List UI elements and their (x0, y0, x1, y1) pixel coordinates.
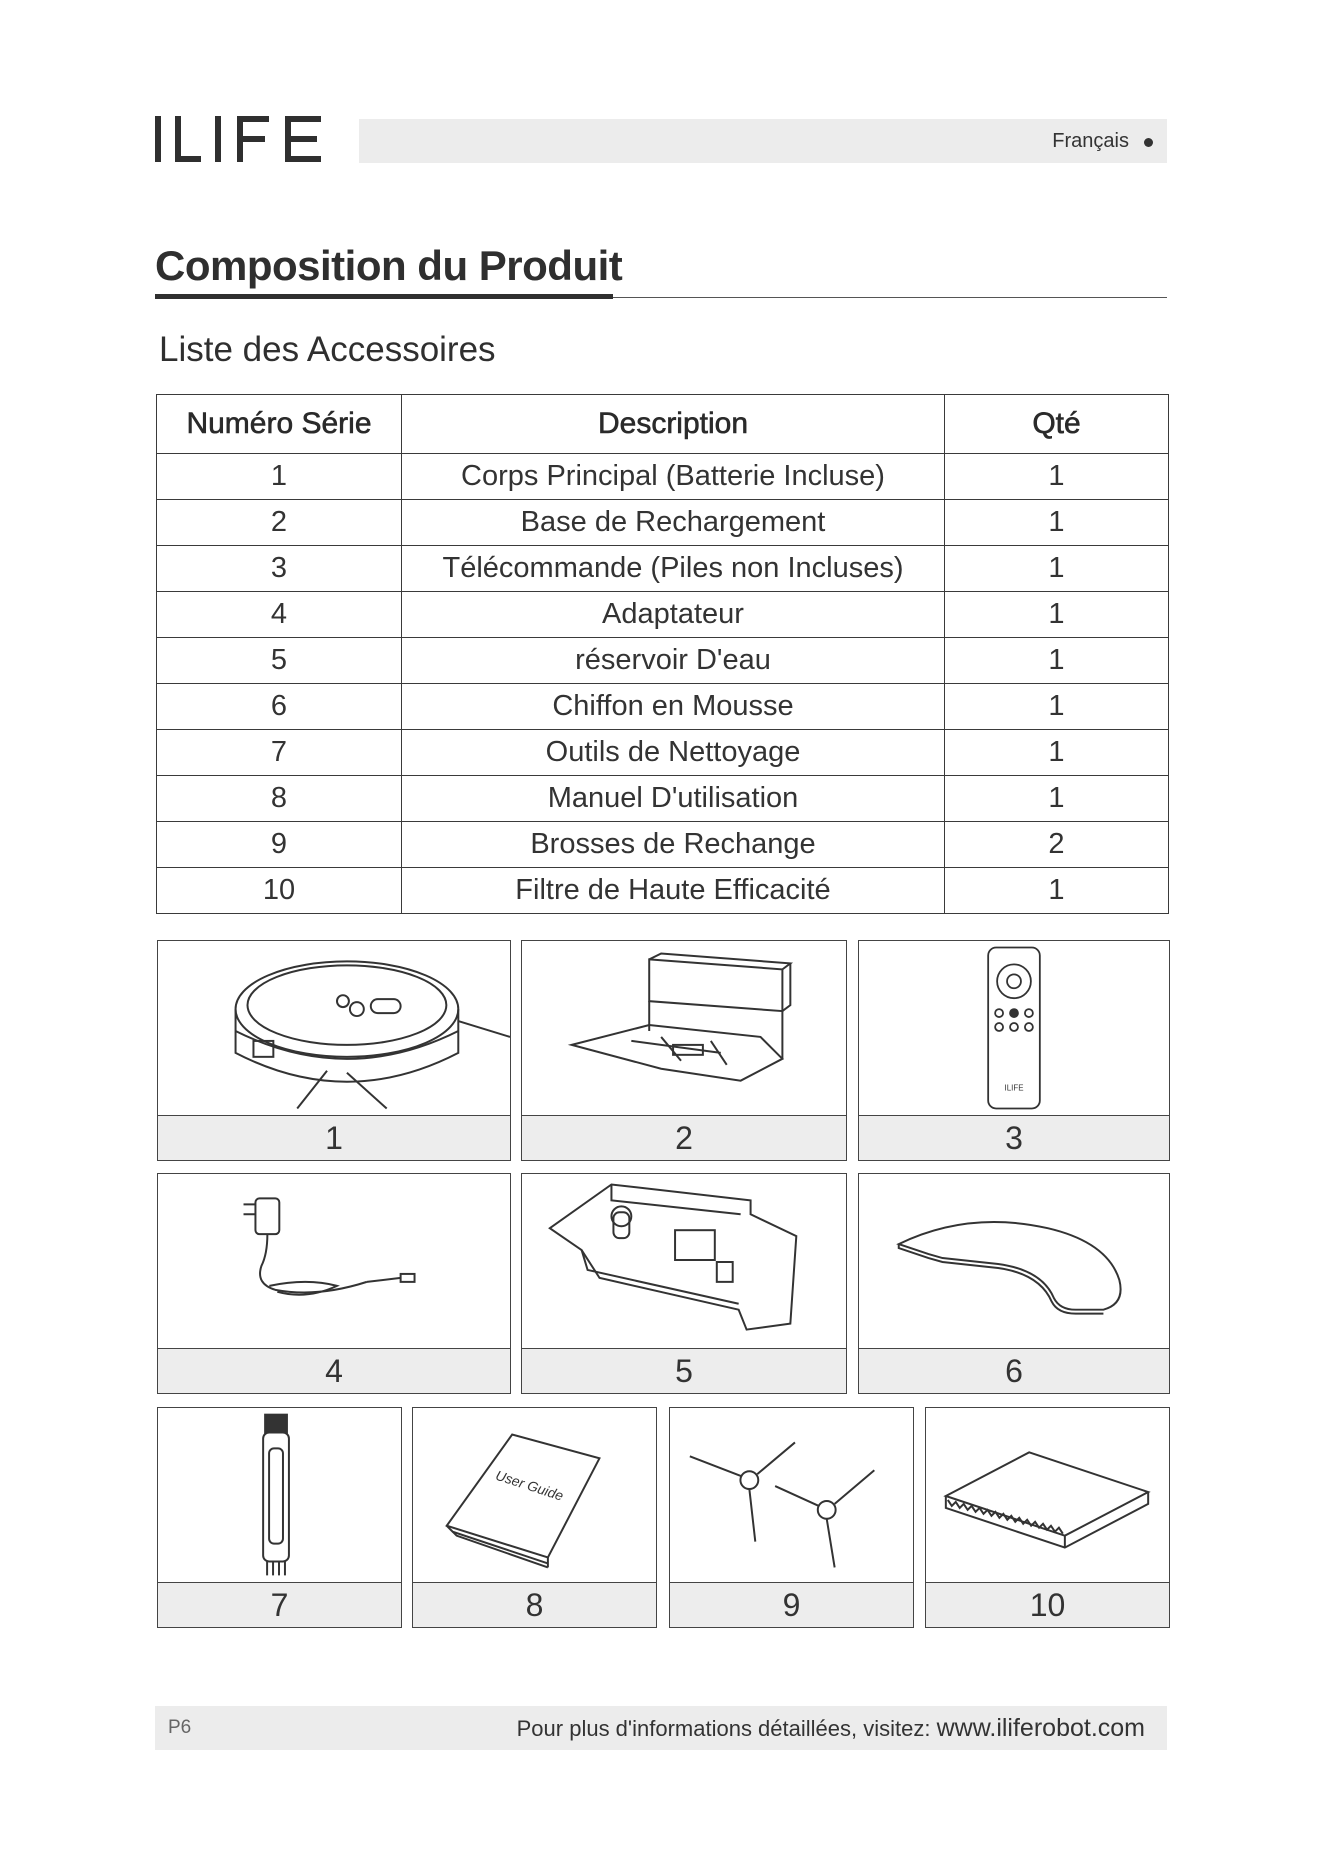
accessory-label: 10 (926, 1582, 1169, 1627)
side-brushes-icon (670, 1408, 913, 1582)
cell-number: 8 (157, 776, 402, 822)
page-number: P6 (168, 1717, 192, 1738)
cell-number: 10 (157, 868, 402, 914)
cell-description: Chiffon en Mousse (402, 684, 945, 730)
accessory-card-7 (157, 1407, 402, 1628)
language-bar (359, 119, 1167, 163)
cell-number: 4 (157, 592, 402, 638)
table-header-row (157, 395, 1169, 454)
cell-qty: 1 (945, 638, 1169, 684)
footer-note (517, 1714, 1145, 1743)
accessory-label: 2 (522, 1115, 846, 1160)
table-row (157, 638, 1169, 684)
accessory-label: 6 (859, 1348, 1169, 1393)
accessory-card-8 (412, 1407, 657, 1628)
subsection-title: Liste des Accessoires (159, 330, 496, 369)
cell-number: 2 (157, 500, 402, 546)
column-header-description: Description (402, 395, 945, 454)
accessory-label: 9 (670, 1582, 913, 1627)
cell-description: réservoir D'eau (402, 638, 945, 684)
cleaning-tool-icon (158, 1408, 401, 1582)
charging-base-icon (522, 941, 846, 1115)
accessory-label: 3 (859, 1115, 1169, 1160)
accessory-label: 1 (158, 1115, 510, 1160)
table-row (157, 822, 1169, 868)
cell-number: 3 (157, 546, 402, 592)
accessory-card-6 (858, 1173, 1170, 1394)
language-label: Français (1052, 130, 1129, 152)
cell-qty: 1 (945, 454, 1169, 500)
cell-description: Base de Rechargement (402, 500, 945, 546)
remote-brand-text: ILIFE (1004, 1083, 1024, 1093)
hepa-filter-icon (926, 1408, 1169, 1582)
cell-qty: 1 (945, 592, 1169, 638)
accessory-label: 5 (522, 1348, 846, 1393)
user-manual-icon (413, 1408, 656, 1582)
remote-control-icon (859, 941, 1169, 1115)
accessory-card-10 (925, 1407, 1170, 1628)
manual-cover-text: User Guide (493, 1466, 566, 1504)
cell-number: 6 (157, 684, 402, 730)
section-title: Composition du Produit (155, 242, 623, 289)
accessory-card-3 (858, 940, 1170, 1161)
cell-qty: 1 (945, 546, 1169, 592)
ilife-logo (153, 112, 328, 166)
title-underline (155, 294, 613, 299)
cell-number: 7 (157, 730, 402, 776)
cell-description: Manuel D'utilisation (402, 776, 945, 822)
table-row (157, 454, 1169, 500)
accessory-card-9 (669, 1407, 914, 1628)
cell-description: Filtre de Haute Efficacité (402, 868, 945, 914)
website-link[interactable]: www.iliferobot.com (936, 1714, 1145, 1742)
cell-qty: 1 (945, 776, 1169, 822)
accessory-card-4 (157, 1173, 511, 1394)
robot-vacuum-icon (158, 941, 510, 1115)
accessory-card-2 (521, 940, 847, 1161)
cell-description: Brosses de Rechange (402, 822, 945, 868)
cell-number: 9 (157, 822, 402, 868)
cell-qty: 1 (945, 730, 1169, 776)
table-row (157, 592, 1169, 638)
accessory-label: 4 (158, 1348, 510, 1393)
water-tank-icon (522, 1174, 846, 1348)
foam-cloth-icon (859, 1174, 1169, 1348)
cell-number: 5 (157, 638, 402, 684)
bullet-dot-icon (1144, 138, 1153, 147)
power-adapter-icon (158, 1174, 510, 1348)
cell-description: Outils de Nettoyage (402, 730, 945, 776)
cell-qty: 2 (945, 822, 1169, 868)
footer-bar (155, 1706, 1167, 1750)
cell-description: Adaptateur (402, 592, 945, 638)
cell-qty: 1 (945, 684, 1169, 730)
column-header-qty: Qté (945, 395, 1169, 454)
accessory-label: 8 (413, 1582, 656, 1627)
table-row (157, 684, 1169, 730)
cell-qty: 1 (945, 500, 1169, 546)
cell-number: 1 (157, 454, 402, 500)
column-header-number: Numéro Série (157, 395, 402, 454)
table-row (157, 868, 1169, 914)
ilife-logo-mark (153, 112, 328, 166)
cell-description: Télécommande (Piles non Incluses) (402, 546, 945, 592)
table-row (157, 500, 1169, 546)
accessory-label: 7 (158, 1582, 401, 1627)
accessories-table (156, 394, 1169, 914)
cell-qty: 1 (945, 868, 1169, 914)
footer-info-text: Pour plus d'informations détaillées, visitez: (516, 1716, 931, 1741)
table-row (157, 546, 1169, 592)
accessory-card-5 (521, 1173, 847, 1394)
table-row (157, 730, 1169, 776)
cell-description: Corps Principal (Batterie Incluse) (402, 454, 945, 500)
table-row (157, 776, 1169, 822)
accessory-card-1 (157, 940, 511, 1161)
